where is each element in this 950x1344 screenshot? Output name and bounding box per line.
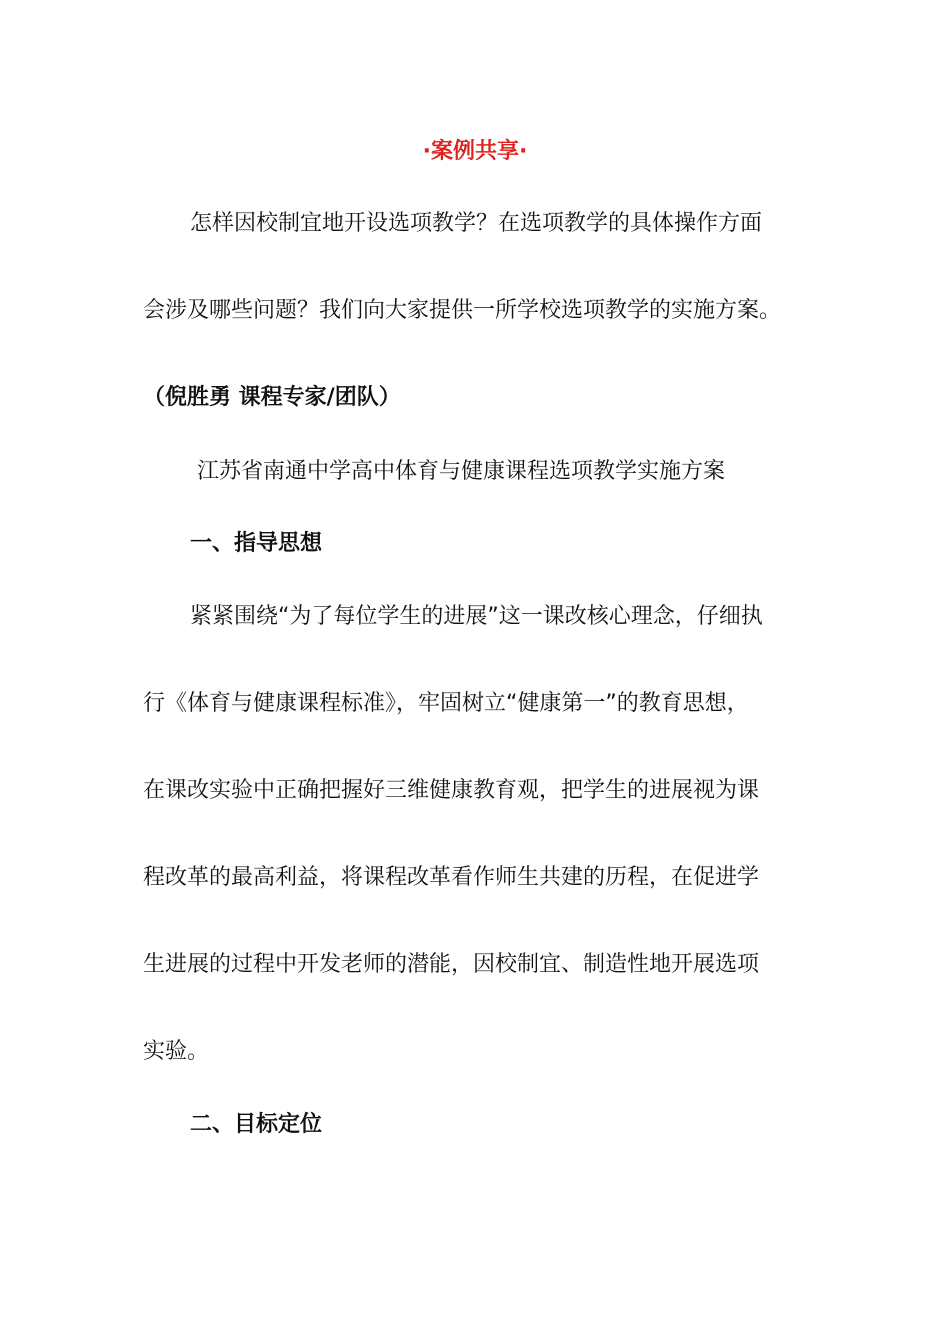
section1-line-4: 程改革的最高利益，将课程改革看作师生共建的历程，在促进学 <box>143 865 760 890</box>
intro-line-1: 怎样因校制宜地开设选项教学？在选项教学的具体操作方面 <box>190 211 763 236</box>
section1-line-3: 在课改实验中正确把握好三维健康教育观，把学生的进展视为课 <box>143 778 760 803</box>
intro-line-2: 会涉及哪些问题？我们向大家提供一所学校选项教学的实施方案。 <box>143 298 782 323</box>
section1-line-6: 实验。 <box>143 1039 210 1064</box>
author-credit: （倪胜勇 课程专家/团队） <box>143 385 401 410</box>
section1-line-1: 紧紧围绕“为了每位学生的进展”这一课改核心理念，仔细执 <box>190 604 763 629</box>
section1-line-5: 生进展的过程中开发老师的潜能，因校制宜、制造性地开展选项 <box>143 952 760 977</box>
section-heading-1: 一、指导思想 <box>190 531 323 556</box>
page-title: ·案例共享· <box>422 139 528 164</box>
section-heading-2: 二、目标定位 <box>190 1112 323 1137</box>
plan-title: 江苏省南通中学高中体育与健康课程选项教学实施方案 <box>197 459 726 484</box>
section1-line-2: 行《体育与健康课程标准》，牢固树立“健康第一”的教育思想， <box>143 691 749 716</box>
